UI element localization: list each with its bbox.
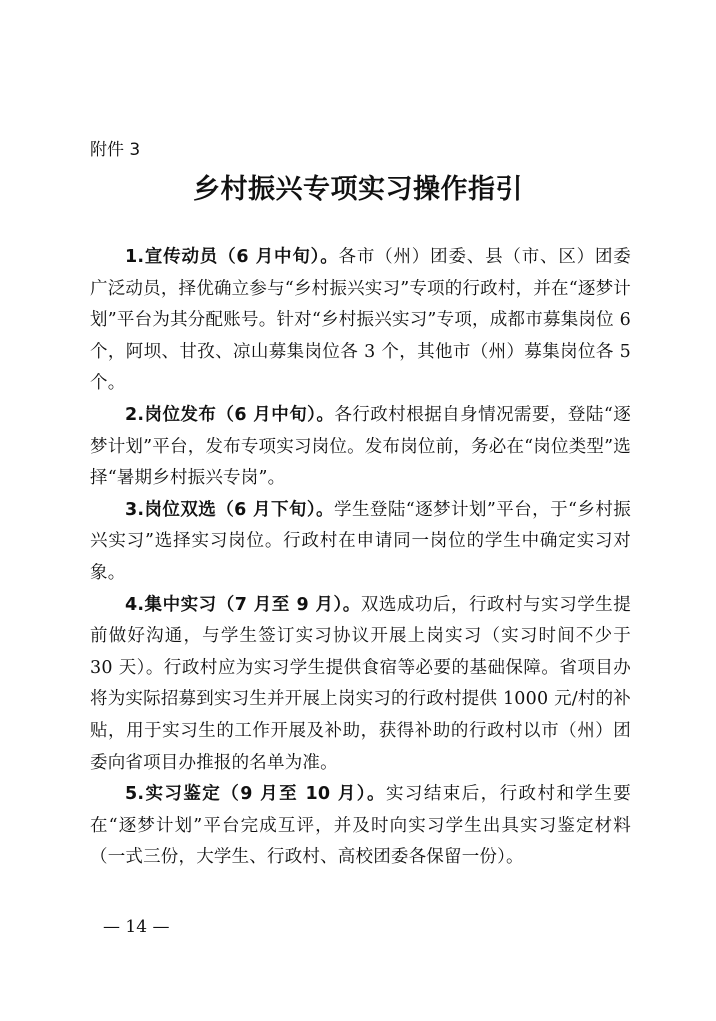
section-2-paragraph (90, 400, 631, 495)
section-4-heading: 4.集中实习（7 月至 9 月）。 (125, 594, 361, 615)
section-2-text: 各行政村根据自身情况需要，登陆“逐梦计划”平台，发布专项实习岗位。发布岗位前，务必在“岗位类型”选择“暑期乡村振兴专岗”。 (90, 404, 631, 489)
section-4-text: 双选成功后，行政村与实习学生提前做好沟通，与学生签订实习协议开展上岗实习（实习时间不少于 30 天）。行政村应为实习学生提供食宿等必要的基础保障。省项目办将为实际招募到实习生并开展上岗实习的行政村提供 1000 元/村的补贴，用于实习生的工作开展及补助，获得补助的行政村以市（州）团委向省项目办推报的名单为准。 (90, 594, 632, 773)
section-5-heading: 5.实习鉴定（9 月至 10 月）。 (125, 784, 386, 805)
section-2-heading: 2.岗位发布（6 月中旬）。 (125, 404, 335, 425)
section-1-paragraph (90, 242, 631, 400)
section-5-text: 实习结束后，行政村和学生要在“逐梦计划”平台完成互评，并及时向实习学生出具实习鉴定材料（一式三份，大学生、行政村、高校团委各保留一份）。 (90, 784, 631, 868)
section-1-text: 各市（州）团委、县（市、区）团委广泛动员，择优确立参与“乡村振兴实习”专项的行政村，并在“逐梦计划”平台为其分配账号。针对“乡村振兴实习”专项，成都市募集岗位 6 个，阿坝、甘孜、凉山募集岗位各 3 个，其他市（州）募集岗位各 5 个。 (90, 247, 631, 394)
attachment-label: 附件 3 (90, 140, 141, 160)
section-3-heading: 3.岗位双选（6 月下旬）。 (125, 499, 334, 520)
section-1-heading: 1.宣传动员（6 月中旬）。 (125, 247, 339, 267)
section-5-paragraph (90, 779, 631, 874)
section-4-paragraph (90, 590, 631, 780)
page-number: — 14 — (103, 917, 170, 937)
document-body (90, 242, 631, 874)
section-3-paragraph (90, 495, 631, 590)
page-title: 乡村振兴专项实习操作指引 (193, 174, 523, 205)
section-3-text: 学生登陆“逐梦计划”平台，于“乡村振兴实习”选择实习岗位。行政村在申请同一岗位的学生中确定实习对象。 (90, 499, 631, 583)
